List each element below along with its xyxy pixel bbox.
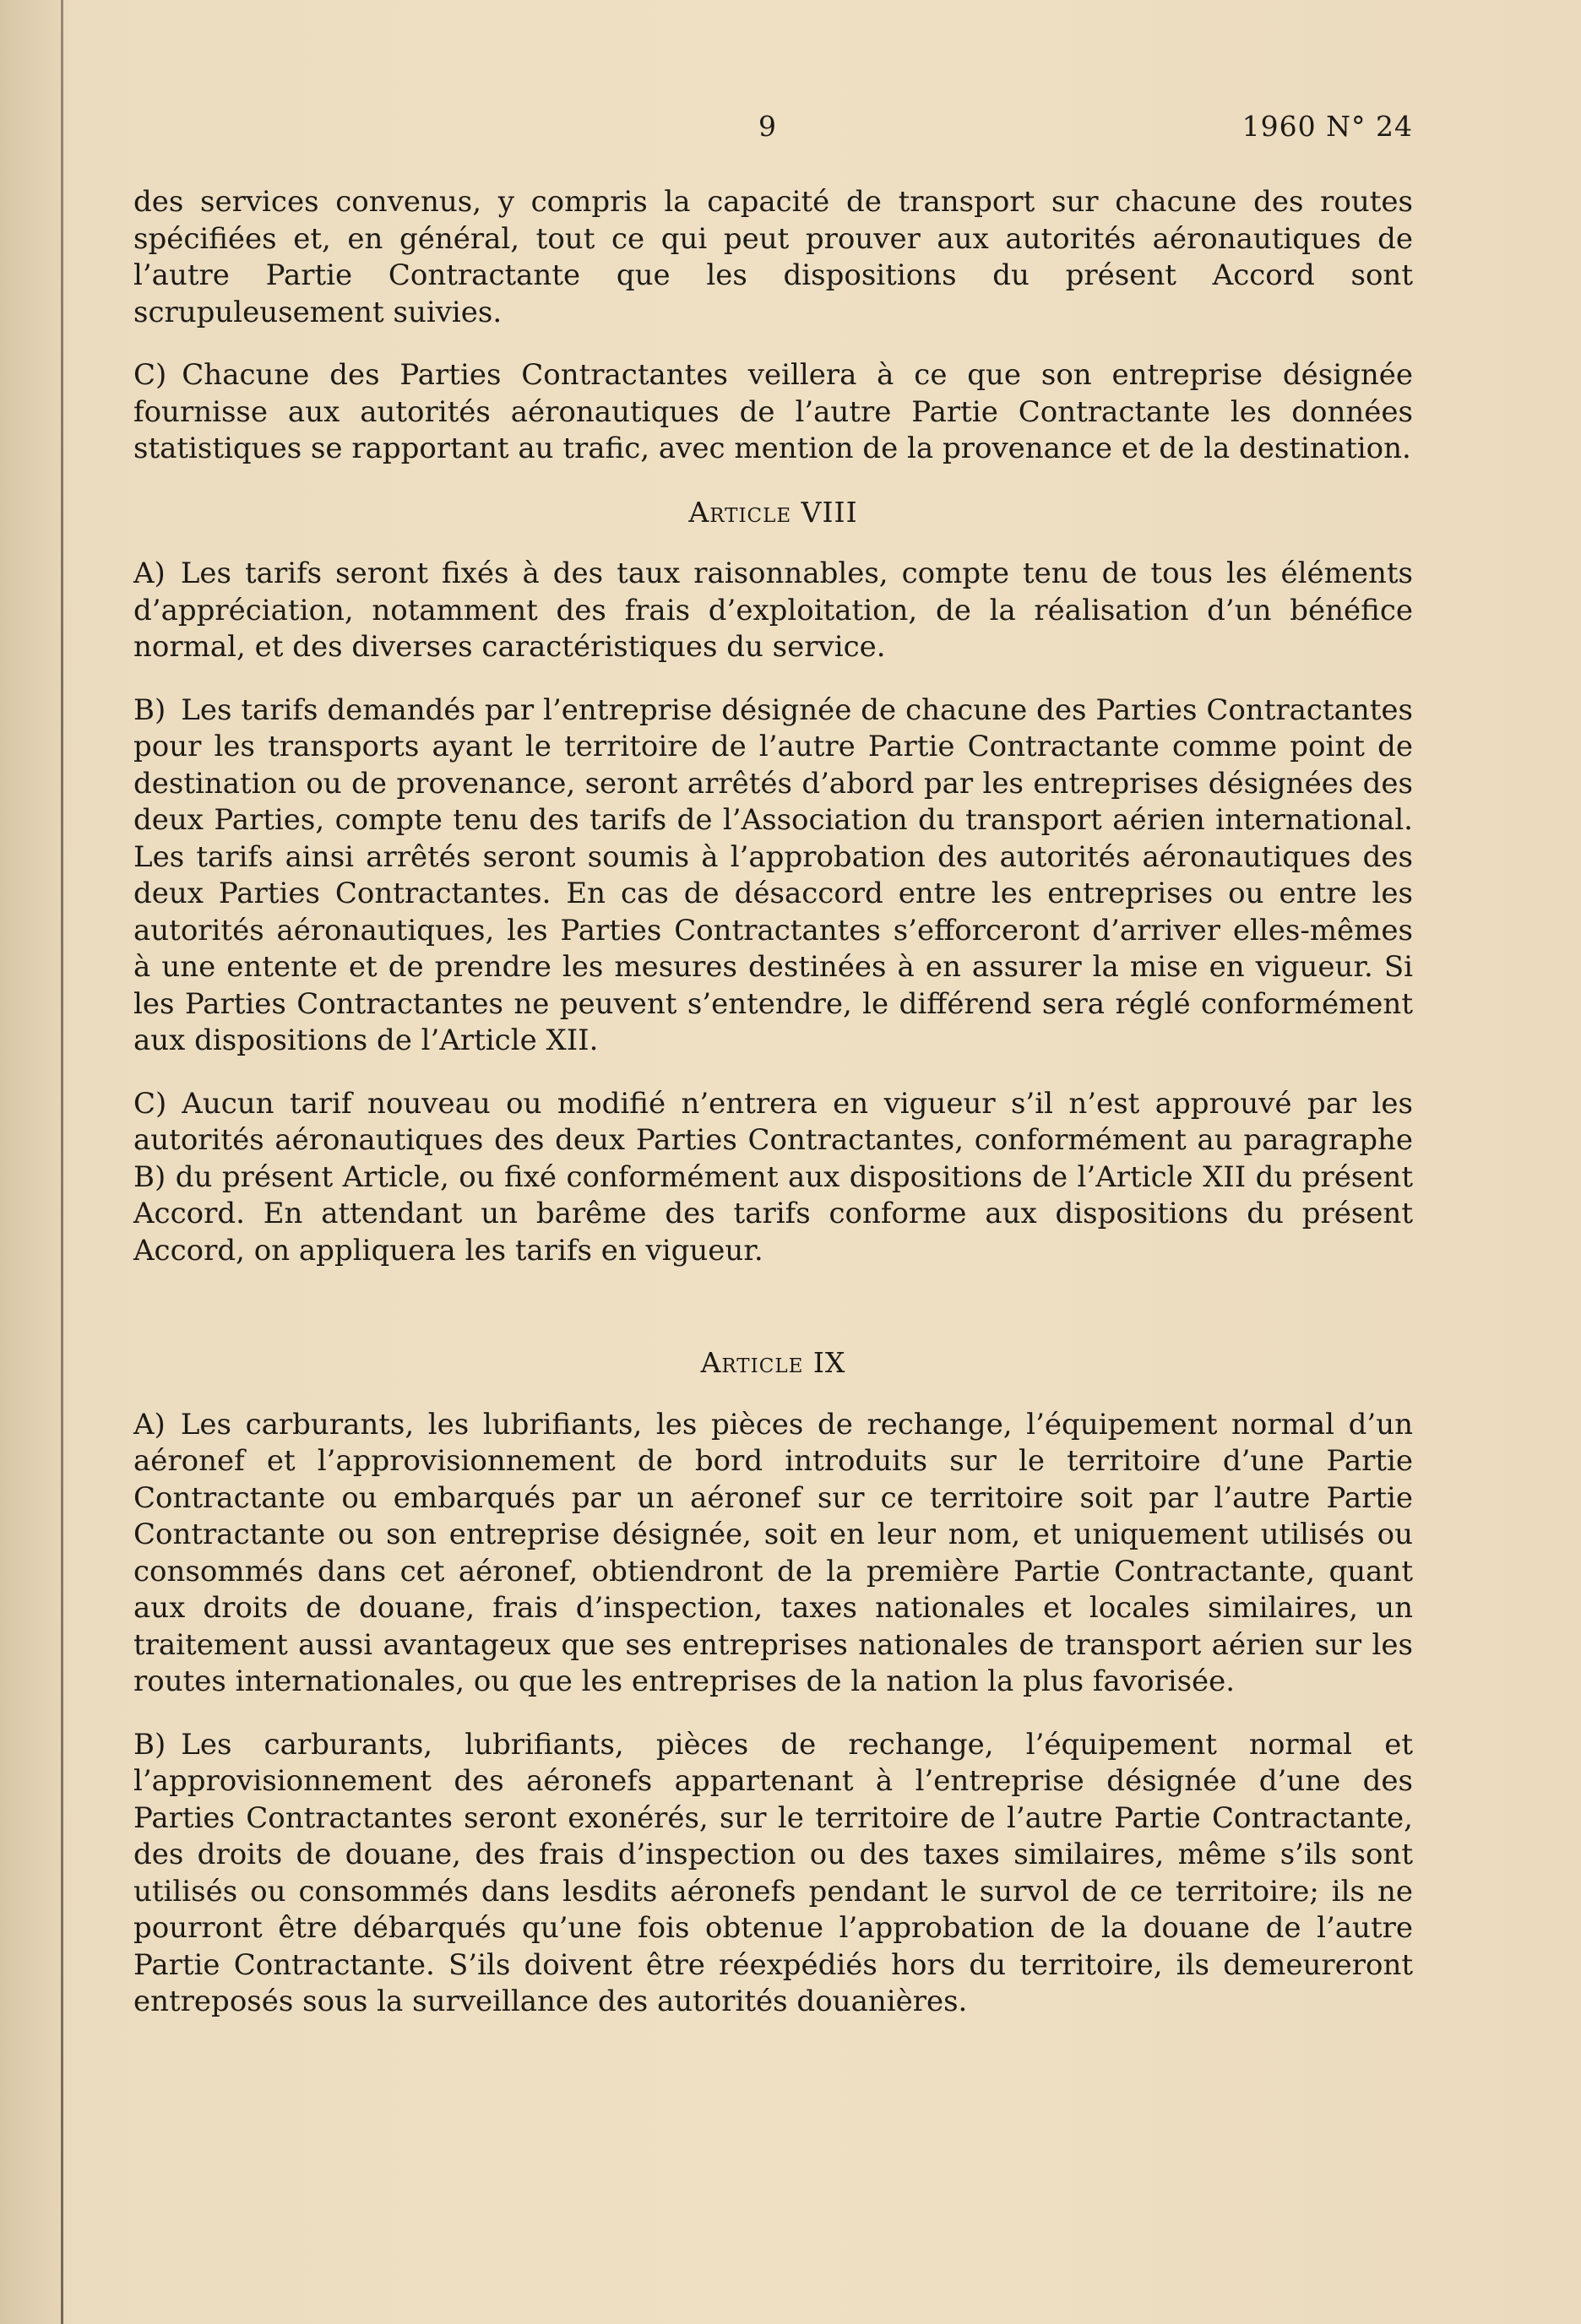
article-heading-text: Article IX <box>700 1346 846 1379</box>
paragraph-label: A) <box>133 557 166 590</box>
paragraph-text: Les carburants, les lubrifiants, les pièces de rechange, l’équipement normal d’un aéronef et l’approvisionnement de bord introduits sur le territoire d’une Partie Contractante ou embarqués par un aéronef sur ce territoire soit par l’autre Partie Contractante ou son entreprise désignée, soit en leur nom, et uniquement utilisés ou consommés dans cet aéronef, obtiendront de la première Partie Contractante, quant aux droits de douane, frais d’inspection, taxes nationales et locales similaires, un traitement aussi avantageux que ses entreprises nationales de transport aérien sur les routes internationales, ou que les entreprises de la nation la plus favorisée. <box>133 1407 1413 1698</box>
article8-paragraph-c <box>133 1086 1413 1270</box>
paragraph-text: Les carburants, lubrifiants, pièces de rechange, l’équipement normal et l’approvisionnement des aéronefs appartenant à l’entreprise désignée d’une des Parties Contractantes seront exonérés, sur le territoire de l’autre Partie Contractante, des droits de douane, des frais d’inspection ou des taxes similaires, même s’ils sont utilisés ou consommés dans lesdits aéronefs pendant le survol de ce territoire; ils ne pourront être débarqués qu’une fois obtenue l’approbation de la douane de l’autre Partie Contractante. S’ils doivent être réexpédiés hors du territoire, ils demeureront entreposés sous la surveillance des autorités douanières. <box>133 1727 1413 2018</box>
page-header <box>133 110 1413 152</box>
article7-paragraph-c <box>133 357 1413 468</box>
paragraph-label: A) <box>133 1407 166 1442</box>
page-number: 9 <box>758 110 776 143</box>
article-heading-text: Article VIII <box>688 495 858 529</box>
binding-shadow <box>0 0 61 2324</box>
paragraph-text: Les tarifs demandés par l’entreprise désignée de chacune des Parties Contractantes pour les transports ayant le territoire de l’autre Partie Contractante comme point de destination ou de provenance, seront arrêtés d’abord par les entreprises désignées des deux Parties, compte tenu des tarifs de l’Association du transport aérien international. Les tarifs ainsi arrêtés seront soumis à l’approbation des autorités aéronautiques des deux Parties Contractantes. En cas de désaccord entre les entreprises ou entre les autorités aéronautiques, les Parties Contractantes s’efforceront d’arriver elles-mêmes à une entente et de prendre les mesures destinées à en assurer la mise en vigueur. Si les Parties Contractantes ne peuvent s’entendre, le différend sera réglé conformément aux dispositions de l’Article XII. <box>133 692 1413 1057</box>
paragraph-label: C) <box>133 1086 167 1121</box>
paragraph-text: Les tarifs seront fixés à des taux raisonnables, compte tenu de tous les éléments d’appréciation, notamment des frais d’exploitation, de la réalisation d’un bénéfice normal, et des diverses caractéristiques du service. <box>133 557 1413 664</box>
paragraph-text: Chacune des Parties Contractantes veillera à ce que son entreprise désignée fournisse aux autorités aéronautiques de l’autre Partie Contractante les données statistiques se rapportant au trafic, avec mention de la provenance et de la destination. <box>133 358 1413 465</box>
article8-paragraph-b <box>133 692 1413 1060</box>
paragraph-label: C) <box>133 358 167 392</box>
paragraph-text: Aucun tarif nouveau ou modifié n’entrera en vigueur s’il n’est approuvé par les autorités aéronautiques des deux Parties Contractantes, conformément au paragraphe B) du présent Article, ou fixé conformément aux dispositions de l’Article XII du présent Accord. En attendant un barême des tarifs conforme aux dispositions du présent Accord, on appliquera les tarifs en vigueur. <box>133 1086 1413 1268</box>
intro-paragraph <box>133 184 1413 331</box>
section-spacer <box>133 1295 1413 1333</box>
paragraph-label: B) <box>133 692 166 727</box>
series-number: 1960 N° 24 <box>1241 110 1413 143</box>
document-body <box>133 184 1413 2047</box>
article8-paragraph-a <box>133 556 1413 666</box>
intro-text: des services convenus, y compris la capacité de transport sur chacune des routes spécifiées et, en général, tout ce qui peut prouver aux autorités aéronautiques de l’autre Partie Contractante que les dispositions du présent Accord sont scrupuleusement suivies. <box>133 185 1413 329</box>
paragraph-label: B) <box>133 1727 166 1762</box>
article9-paragraph-a <box>133 1407 1413 1701</box>
binding-edge <box>61 0 63 2324</box>
article9-paragraph-b <box>133 1727 1413 2021</box>
article-heading-ix <box>133 1344 1413 1382</box>
article-heading-viii <box>133 494 1413 531</box>
